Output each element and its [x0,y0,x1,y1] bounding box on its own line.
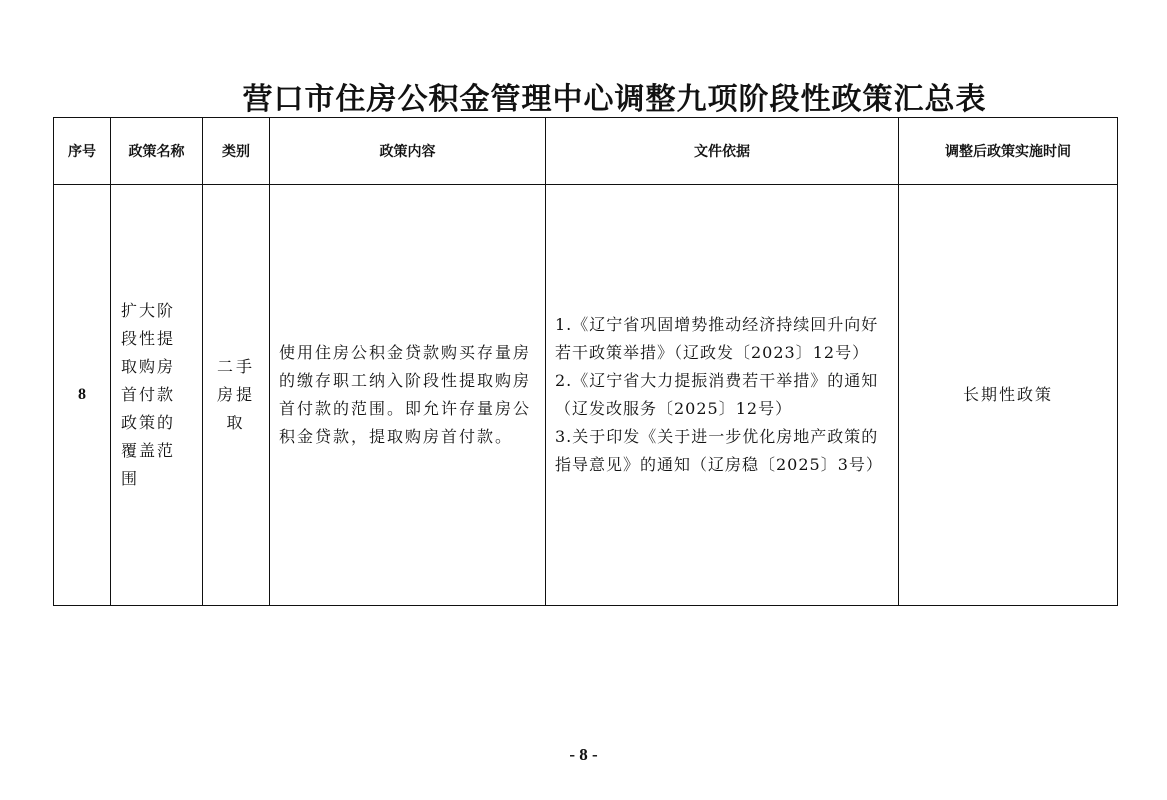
row-policy-content: 使用住房公积金贷款购买存量房的缴存职工纳入阶段性提取购房首付款的范围。即允许存量房公积金贷款，提取购房首付款。 [279,343,532,446]
row-seq: 8 [54,185,111,606]
table-header-row [54,118,1118,185]
row-implementation-time: 长期性政策 [899,185,1118,606]
basis-item-2: 2.《辽宁省大力提振消费若干举措》的通知（辽发改服务〔2025〕12号） [555,371,879,418]
row-policy-name: 扩大阶段性提取购房首付款政策的覆盖范围 [121,301,176,488]
row-policy-content-cell [270,185,546,606]
header-policy-name: 政策名称 [111,118,203,185]
basis-item-3: 3.关于印发《关于进一步优化房地产政策的指导意见》的通知（辽房稳〔2025〕3号） [555,427,883,474]
document-title: 营口市住房公积金管理中心调整九项阶段性政策汇总表 [242,82,987,117]
table-row [54,185,1118,606]
row-policy-name-cell [111,185,203,606]
page-number: - 8 - [569,745,598,764]
row-document-basis-cell [546,185,899,606]
header-implementation-time: 调整后政策实施时间 [899,118,1118,185]
basis-item-1: 1.《辽宁省巩固增势推动经济持续回升向好若干政策举措》（辽政发〔2023〕12号） [555,315,879,362]
policy-table [53,117,1118,606]
header-category: 类别 [203,118,270,185]
header-policy-content: 政策内容 [270,118,546,185]
row-category: 二手房提取 [216,357,255,432]
header-seq: 序号 [54,118,111,185]
header-document-basis: 文件依据 [546,118,899,185]
row-category-cell [203,185,270,606]
row-document-basis [546,311,898,479]
